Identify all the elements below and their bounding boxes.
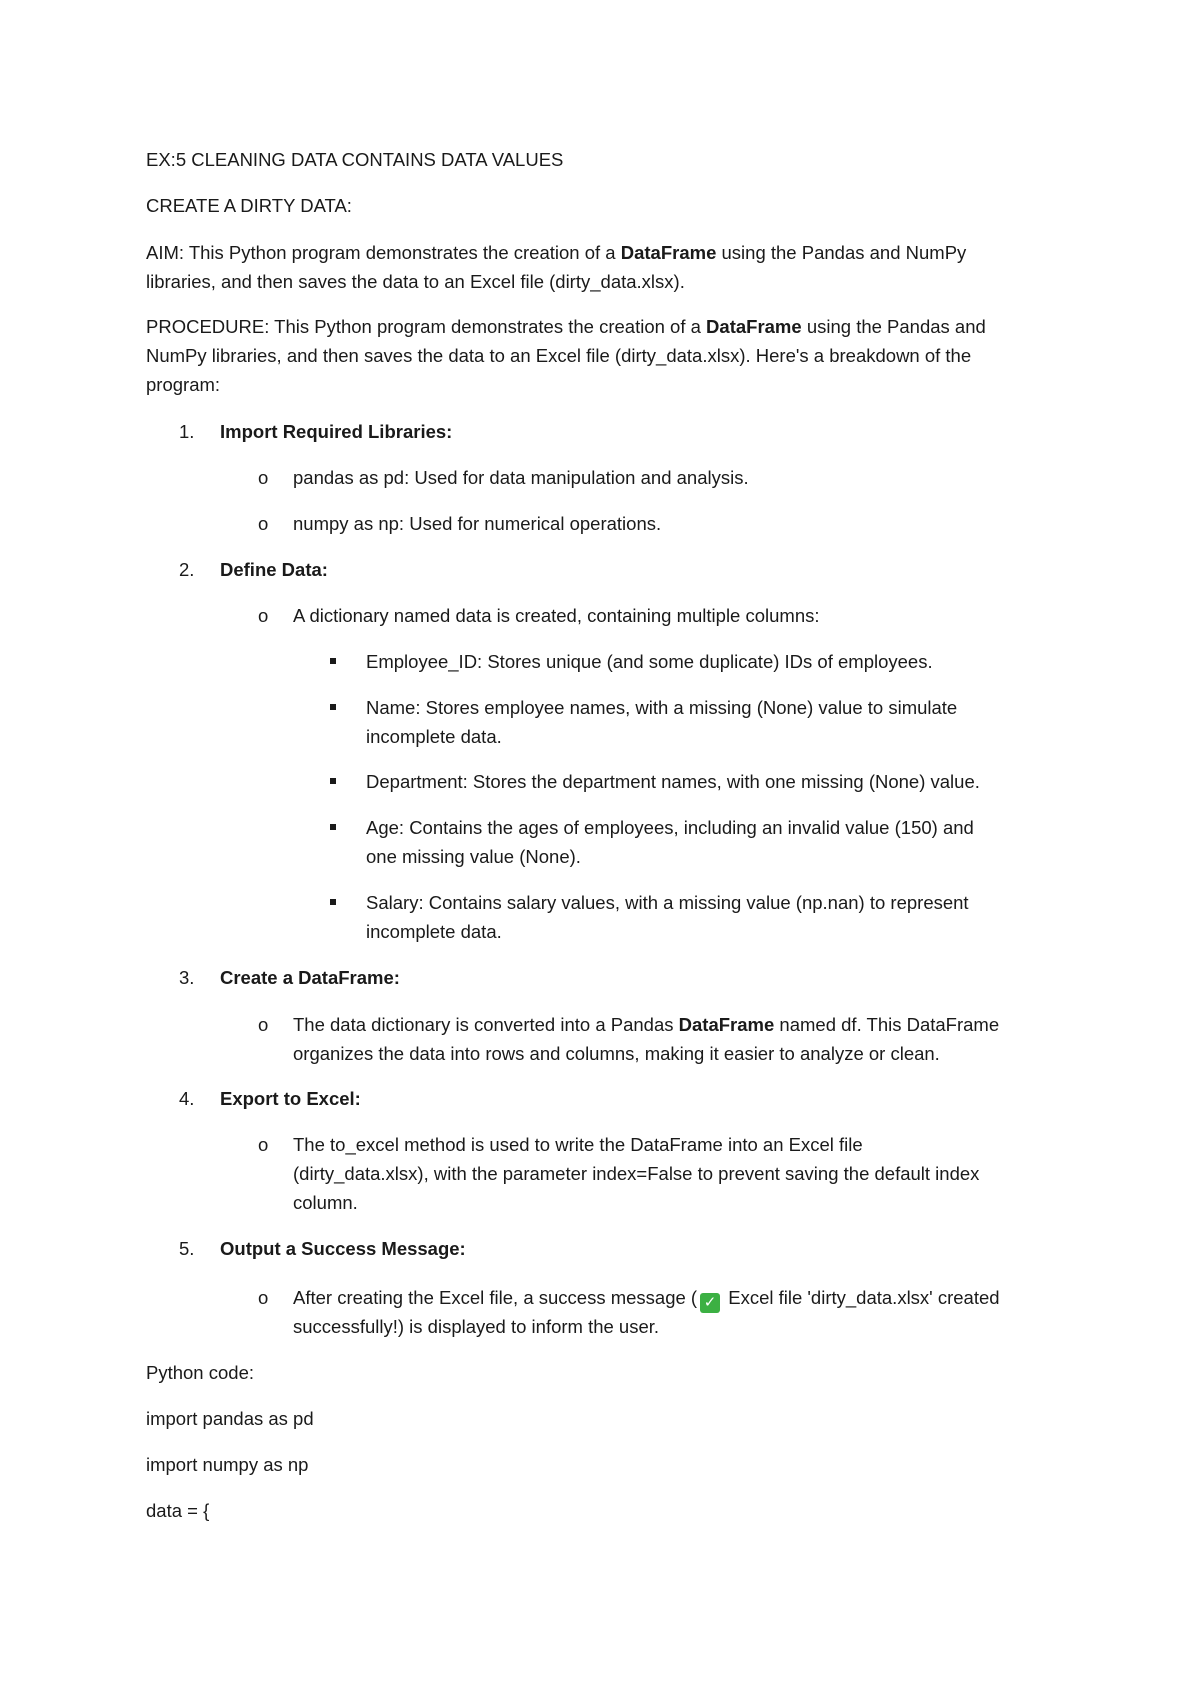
sub-list-item-continued: one missing value (None). — [366, 846, 581, 867]
step-title: Define Data: — [220, 559, 328, 580]
list-item: After creating the Excel file, a success message ( ✓ Excel file 'dirty_data.xlsx' created — [293, 1287, 1000, 1311]
circle-bullet: o — [258, 1134, 269, 1155]
list-item-continued: organizes the data into rows and columns, making it easier to analyze or clean. — [293, 1043, 940, 1064]
square-bullet — [330, 658, 336, 664]
circle-bullet: o — [258, 605, 269, 626]
section-subtitle: CREATE A DIRTY DATA: — [146, 195, 352, 216]
list-item-continued: (dirty_data.xlsx), with the parameter index=False to prevent saving the default index — [293, 1163, 980, 1184]
step-title: Output a Success Message: — [220, 1238, 466, 1259]
procedure-line-2: NumPy libraries, and then saves the data to an Excel file (dirty_data.xlsx). Here's a breakdown of the — [146, 345, 972, 366]
list-item: numpy as np: Used for numerical operations. — [293, 513, 662, 534]
square-bullet — [330, 824, 336, 830]
square-bullet — [330, 704, 336, 710]
aim-line-2: libraries, and then saves the data to an Excel file (dirty_data.xlsx). — [146, 271, 685, 292]
document-title: EX:5 CLEANING DATA CONTAINS DATA VALUES — [146, 149, 564, 170]
sub-list-item: Department: Stores the department names, with one missing (None) value. — [366, 771, 980, 792]
code-line: import numpy as np — [146, 1454, 309, 1475]
check-mark-icon: ✓ — [700, 1293, 720, 1313]
step-number: 3. — [179, 967, 195, 988]
circle-bullet: o — [258, 467, 269, 488]
sub-list-item: Salary: Contains salary values, with a missing value (np.nan) to represent — [366, 892, 969, 913]
list-item: A dictionary named data is created, containing multiple columns: — [293, 605, 820, 626]
step-number: 4. — [179, 1088, 195, 1109]
step-number: 1. — [179, 421, 195, 442]
sub-list-item: Age: Contains the ages of employees, including an invalid value (150) and — [366, 817, 974, 838]
code-label: Python code: — [146, 1362, 254, 1383]
sub-list-item-continued: incomplete data. — [366, 726, 502, 747]
code-line: data = { — [146, 1500, 210, 1521]
square-bullet — [330, 778, 336, 784]
sub-list-item: Employee_ID: Stores unique (and some duplicate) IDs of employees. — [366, 651, 933, 672]
square-bullet — [330, 899, 336, 905]
procedure-line-3: program: — [146, 374, 221, 395]
step-number: 5. — [179, 1238, 195, 1259]
sub-list-item-continued: incomplete data. — [366, 921, 502, 942]
step-title: Import Required Libraries: — [220, 421, 453, 442]
step-title: Create a DataFrame: — [220, 967, 400, 988]
step-title: Export to Excel: — [220, 1088, 361, 1109]
list-item-continued: column. — [293, 1192, 358, 1213]
sub-list-item: Name: Stores employee names, with a missing (None) value to simulate — [366, 697, 958, 718]
circle-bullet: o — [258, 1287, 269, 1308]
circle-bullet: o — [258, 513, 269, 534]
list-item: The to_excel method is used to write the DataFrame into an Excel file — [293, 1134, 863, 1155]
procedure-line-1: PROCEDURE: This Python program demonstrates the creation of a DataFrame using the Pandas and — [146, 316, 986, 337]
list-item: The data dictionary is converted into a Pandas DataFrame named df. This DataFrame — [293, 1014, 1000, 1035]
circle-bullet: o — [258, 1014, 269, 1035]
aim-line-1: AIM: This Python program demonstrates the creation of a DataFrame using the Pandas and NumPy — [146, 242, 967, 263]
step-number: 2. — [179, 559, 195, 580]
list-item: pandas as pd: Used for data manipulation and analysis. — [293, 467, 749, 488]
code-line: import pandas as pd — [146, 1408, 314, 1429]
list-item-continued: successfully!) is displayed to inform the user. — [293, 1316, 660, 1337]
